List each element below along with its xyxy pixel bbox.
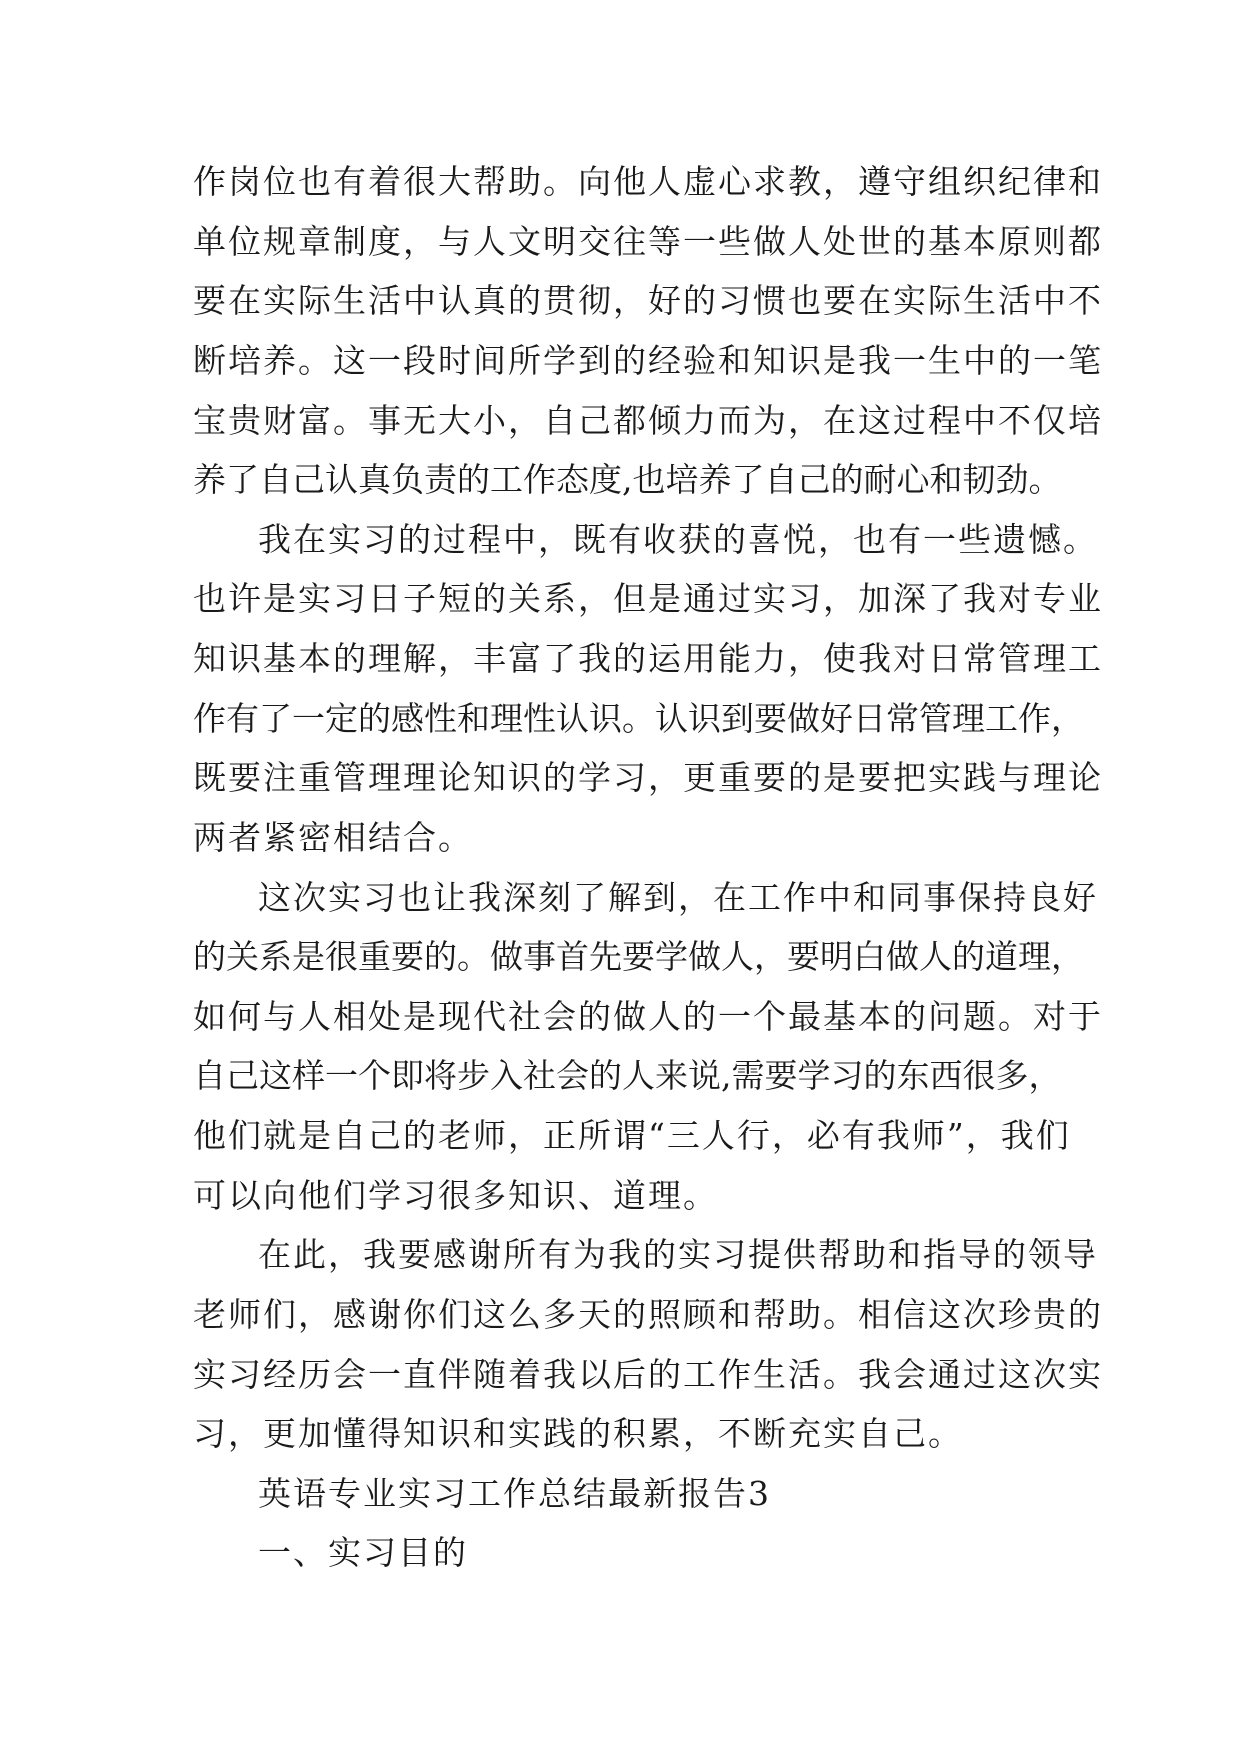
paragraph-line: 两者紧密相结合。 — [193, 818, 473, 857]
paragraph-first-line: 在此，我要感谢所有为我的实习提供帮助和指导的领导 — [258, 1235, 1098, 1274]
subsection-heading: 一、实习目的 — [258, 1533, 468, 1572]
paragraph-line: 要在实际生活中认真的贯彻，好的习惯也要在实际生活中不 — [193, 281, 1103, 320]
paragraph-first-line: 我在实习的过程中，既有收获的喜悦，也有一些遗憾。 — [258, 520, 1098, 559]
paragraph-line: 他们就是自己的老师，正所谓“三人行，必有我师”，我们 — [193, 1116, 1071, 1155]
paragraph-line: 作岗位也有着很大帮助。向他人虚心求教，遵守组织纪律和 — [193, 162, 1103, 201]
paragraph-line: 可以向他们学习很多知识、道理。 — [193, 1176, 718, 1215]
paragraph-line: 也许是实习日子短的关系，但是通过实习，加深了我对专业 — [193, 579, 1103, 618]
paragraph-first-line: 这次实习也让我深刻了解到，在工作中和同事保持良好 — [258, 878, 1098, 917]
paragraph-line: 既要注重管理理论知识的学习，更重要的是要把实践与理论 — [193, 758, 1103, 797]
paragraph-line: 实习经历会一直伴随着我以后的工作生活。我会通过这次实 — [193, 1355, 1103, 1394]
paragraph-line: 养了自己认真负责的工作态度,也培养了自己的耐心和韧劲。 — [193, 460, 1062, 499]
paragraph-line: 的关系是很重要的。做事首先要学做人，要明白做人的道理， — [193, 937, 1084, 976]
paragraph-line: 知识基本的理解，丰富了我的运用能力，使我对日常管理工 — [193, 639, 1103, 678]
paragraph-line: 习，更加懂得知识和实践的积累，不断充实自己。 — [193, 1414, 963, 1453]
paragraph-line: 宝贵财富。事无大小，自己都倾力而为，在这过程中不仅培 — [193, 401, 1103, 440]
paragraph-line: 老师们，感谢你们这么多天的照顾和帮助。相信这次珍贵的 — [193, 1295, 1103, 1334]
paragraph-line: 作有了一定的感性和理性认识。认识到要做好日常管理工作， — [193, 699, 1084, 738]
paragraph-line: 断培养。这一段时间所学到的经验和知识是我一生中的一笔 — [193, 341, 1103, 380]
paragraph-line: 自己这样一个即将步入社会的人来说,需要学习的东西很多， — [193, 1056, 1062, 1095]
section-heading: 英语专业实习工作总结最新报告3 — [258, 1474, 771, 1513]
paragraph-line: 如何与人相处是现代社会的做人的一个最基本的问题。对于 — [193, 997, 1103, 1036]
paragraph-line: 单位规章制度，与人文明交往等一些做人处世的基本原则都 — [193, 222, 1103, 261]
